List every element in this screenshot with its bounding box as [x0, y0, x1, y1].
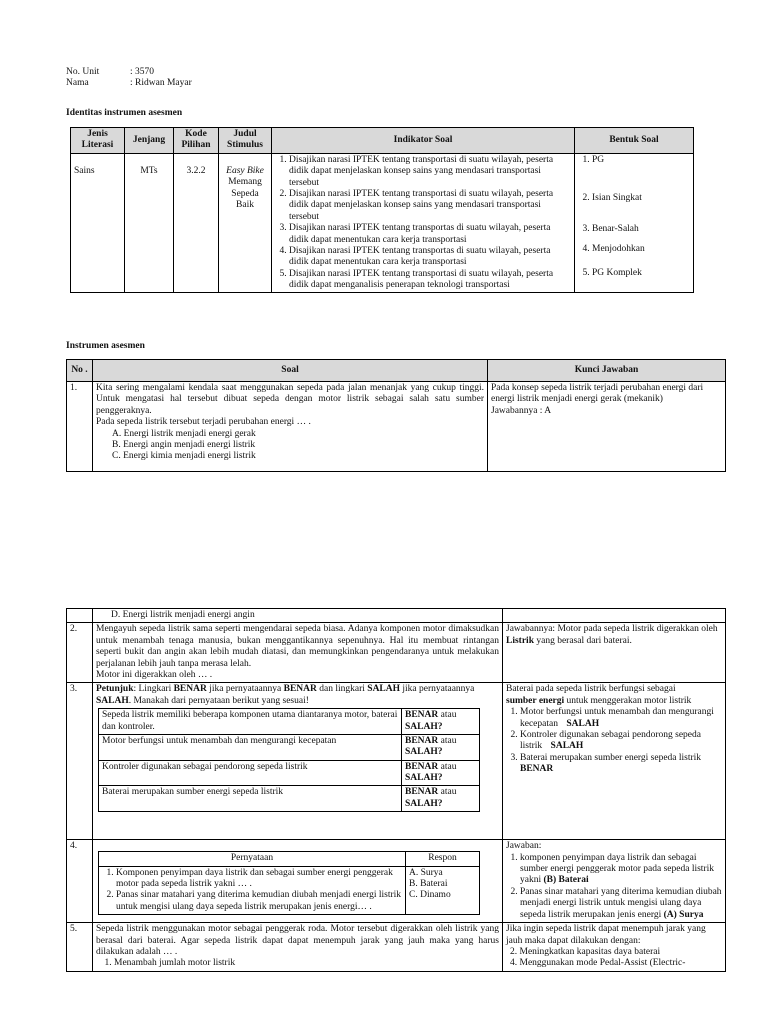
- q1-option-b: B. Energi angin menjadi energi listrik: [112, 439, 256, 450]
- indikator-item: 2. Disajikan narasi IPTEK tentang transportasi di suatu wilayah, peserta didik dapat menjelaskan konsep sains yang mendasari transportasi tersebut: [289, 189, 571, 223]
- q4-kunci: [503, 840, 726, 923]
- q1-option-a: A. Energi listrik menjadi energi gerak: [112, 428, 256, 439]
- q2-soal: [93, 623, 503, 683]
- q3-statement: Baterai merupakan sumber energi sepeda listrik: [99, 786, 402, 812]
- judul-cell: [219, 153, 272, 293]
- q3-statement: Kontroler digunakan sebagai pendorong sepeda listrik: [99, 760, 402, 786]
- indikator-item: 5. Disajikan narasi IPTEK tentang transportasi di suatu wilayah, peserta didik dapat menganalisis penerapan teknologi transportasi: [289, 269, 571, 292]
- q3-kunci-item: 1. Motor berfungsi untuk menambah dan mengurangi kecepatan SALAH: [520, 707, 722, 730]
- instrumen-table-2: [66, 608, 726, 972]
- th-bentuk: Bentuk Soal: [575, 128, 694, 154]
- th-kode: Kode Pilihan: [174, 128, 219, 154]
- q1-option-d: D. Energi listrik menjadi energi angin: [111, 610, 255, 620]
- q4-respon[interactable]: A. Surya: [409, 867, 443, 878]
- bentuk-item: 5. PG Komplek: [592, 268, 690, 279]
- th-no: No .: [67, 360, 93, 382]
- th-jenis: Jenis Literasi: [71, 128, 125, 154]
- q5-kunci-intro: Jika ingin sepeda listrik dapat menempuh jarak yang jauh maka dapat dilakukan dengan:: [506, 924, 706, 946]
- q2-kunci-bold: Listrik: [506, 635, 534, 646]
- q3-petunjuk: Petunjuk: Lingkari BENAR jika pernyataannya BENAR dan lingkari SALAH jika pernyataannya SALAH. Manakah dari pernyataan berikut yang sesuai!: [96, 684, 475, 706]
- q1-option-c: C. Energi kimia menjadi energi listrik: [112, 451, 256, 462]
- q3-kunci-intro2: untuk menggerakan motor listrik: [564, 695, 692, 706]
- q1-stem: Kita sering mengalami kendala saat menggunakan sepeda pada jalan menanjak yang cukup tinggi. Untuk mengatasi hal tersebut dibuat sepeda dengan motor listrik sebagai salah satu sumber penggeraknya.: [96, 383, 484, 416]
- q1-kunci: [488, 382, 726, 472]
- q4-h-respon: Respon: [406, 852, 480, 866]
- bentuk-item: 2. Isian Singkat: [592, 193, 690, 204]
- q3-statement: Sepeda listrik memiliki beberapa komponen utama diantaranya motor, baterai dan kontroler.: [99, 709, 402, 735]
- q4-kunci-item: 2. Panas sinar matahari yang diterima kemudian diubah menjadi energi listrik untuk mengisi ulang daya sepeda listrik merupakan jenis energi (A) Surya: [520, 887, 722, 921]
- th-soal: Soal: [93, 360, 488, 382]
- instrumen-title: Instrumen asesmen: [66, 341, 145, 351]
- indikator-cell: [272, 153, 575, 293]
- identitas-table: [70, 127, 694, 293]
- q1-kunci-text: Pada konsep sepeda listrik terjadi perubahan energi dari energi listrik menjadi energi gerak (mekanik): [491, 383, 704, 405]
- q5-kunci: [503, 923, 726, 972]
- bentuk-item: 3. Benar-Salah: [592, 224, 690, 235]
- jenjang-cell: MTs: [125, 153, 174, 293]
- q1-question: Pada sepeda listrik tersebut terjadi perubahan energi … .: [96, 417, 311, 428]
- th-judul: Judul Stimulus: [219, 128, 272, 154]
- q3-kunci-item: 2. Kontroler digunakan sebagai pendorong sepeda listrik SALAH: [520, 730, 722, 753]
- indikator-item: 3. Disajikan narasi IPTEK tentang transportas di suatu wilayah, peserta didik dapat menentukan cara kerja transportasi: [289, 223, 571, 246]
- q4-kunci-item: 1. komponen penyimpan daya listrik dan sebagai sumber energi penggerak motor pada sepeda listrik yakni (B) Baterai: [520, 853, 722, 887]
- no-unit-label: No. Unit: [66, 67, 100, 77]
- q2-stem: Mengayuh sepeda listrik sama seperti mengendarai sepeda biasa. Adanya komponen motor dimaksudkan untuk menambah tenaga manusia, bukan menggantikannya sepenuhnya. Hal itu membuat rintangan seperti bukit dan angin akan lebih mudah diatasi, dan memungkinkan pengendaranya untuk melakukan perjalanan lebih jauh tanpa merasa lelah.: [96, 624, 499, 669]
- q3-kunci-item: 3. Baterai merupakan sumber energi sepeda listrik BENAR: [520, 753, 722, 776]
- q4-soal: [93, 840, 503, 923]
- q5-kunci-item: 2. Meningkatkan kapasitas daya baterai: [510, 946, 661, 957]
- no-unit-value: : 3570: [130, 67, 155, 77]
- q4-respon[interactable]: B. Baterai: [409, 879, 448, 890]
- q3-statement: Motor berfungsi untuk menambah dan mengurangi kecepatan: [99, 734, 402, 760]
- q5-kunci-item: 4. Menggunakan mode Pedal-Assist (Electric-: [510, 958, 686, 969]
- q2-question: Motor ini digerakkan oleh … .: [96, 669, 213, 680]
- q3-bs-choice[interactable]: BENAR atau SALAH?: [402, 734, 480, 760]
- instrumen-table-1: [66, 359, 726, 472]
- bentuk-cell: [575, 153, 694, 293]
- kode-cell: 3.2.2: [174, 153, 219, 293]
- q3-bs-table: [98, 708, 480, 812]
- th-indikator: Indikator Soal: [272, 128, 575, 154]
- q5-no: 5.: [67, 923, 93, 972]
- th-jenjang: Jenjang: [125, 128, 174, 154]
- q1-no: 1.: [67, 382, 93, 472]
- q3-kunci: [503, 683, 726, 840]
- nama-label: Nama: [66, 78, 89, 89]
- q5-soal: [93, 923, 503, 972]
- identitas-title: Identitas instrumen asesmen: [66, 108, 183, 118]
- indikator-item: 4. Disajikan narasi IPTEK tentang transportas di suatu wilayah, peserta didik dapat menentukan cara kerja transportasi: [289, 246, 571, 269]
- q4-h-pernyataan: Pernyataan: [99, 852, 406, 866]
- q4-match-table: [98, 851, 480, 915]
- q2-no: 2.: [67, 623, 93, 683]
- q2-kunci-post: yang berasal dari baterai.: [533, 635, 632, 646]
- bentuk-item: 4. Menjodohkan: [592, 244, 690, 255]
- q2-kunci-pre: Jawabannya: Motor pada sepeda listrik digerakkan oleh: [506, 624, 718, 635]
- judul-italic: Easy Bike: [226, 165, 264, 176]
- nama-value: : Ridwan Mayar: [130, 78, 192, 89]
- q4-no: 4.: [67, 840, 93, 923]
- q3-bs-choice[interactable]: BENAR atau SALAH?: [402, 786, 480, 812]
- q4-kunci-label: Jawaban:: [506, 841, 542, 852]
- q3-bs-choice[interactable]: BENAR atau SALAH?: [402, 709, 480, 735]
- q3-bs-choice[interactable]: BENAR atau SALAH?: [402, 760, 480, 786]
- q4-respon[interactable]: C. Dinamo: [409, 890, 451, 901]
- q5-option-1: 1. Menambah jumlah motor listrik: [114, 958, 499, 969]
- indikator-item: 1. Disajikan narasi IPTEK tentang transportasi di suatu wilayah, peserta didik dapat menjelaskan konsep sains yang mendasari transportasi tersebut: [289, 155, 571, 189]
- q1-soal: [93, 382, 488, 472]
- jenis-cell: Sains: [71, 153, 125, 293]
- bentuk-item: 1. PG: [592, 155, 690, 166]
- q5-stem: Sepeda listrik menggunakan motor sebagai penggerak roda. Motor tersebut digerakkan oleh listrik yang berasal dari baterai. Agar sepeda listrik dapat dapat menempuh jarak yang jauh maka yang harus dilakukan adalah … .: [96, 924, 499, 957]
- q1-jawaban: Jawabannya : A: [491, 405, 552, 416]
- q3-kunci-bold: sumber energi: [506, 695, 565, 706]
- judul-rest: Memang Sepeda Baik: [228, 177, 262, 210]
- q4-pernyataan: 2. Panas sinar matahari yang diterima kemudian diubah menjadi energi listrik untuk mengisi ulang daya sepeda listrik merupakan jenis energi… .: [116, 890, 402, 913]
- q3-soal: [93, 683, 503, 840]
- q2-kunci: [503, 623, 726, 683]
- q3-no: 3.: [67, 683, 93, 840]
- q3-kunci-intro: Baterai pada sepeda listrik berfungsi sebagai: [506, 684, 676, 695]
- th-kunci: Kunci Jawaban: [488, 360, 726, 382]
- q4-pernyataan: 1. Komponen penyimpan daya listrik dan sebagai sumber energi penggerak motor pada sepeda listrik yakni … .: [116, 868, 402, 891]
